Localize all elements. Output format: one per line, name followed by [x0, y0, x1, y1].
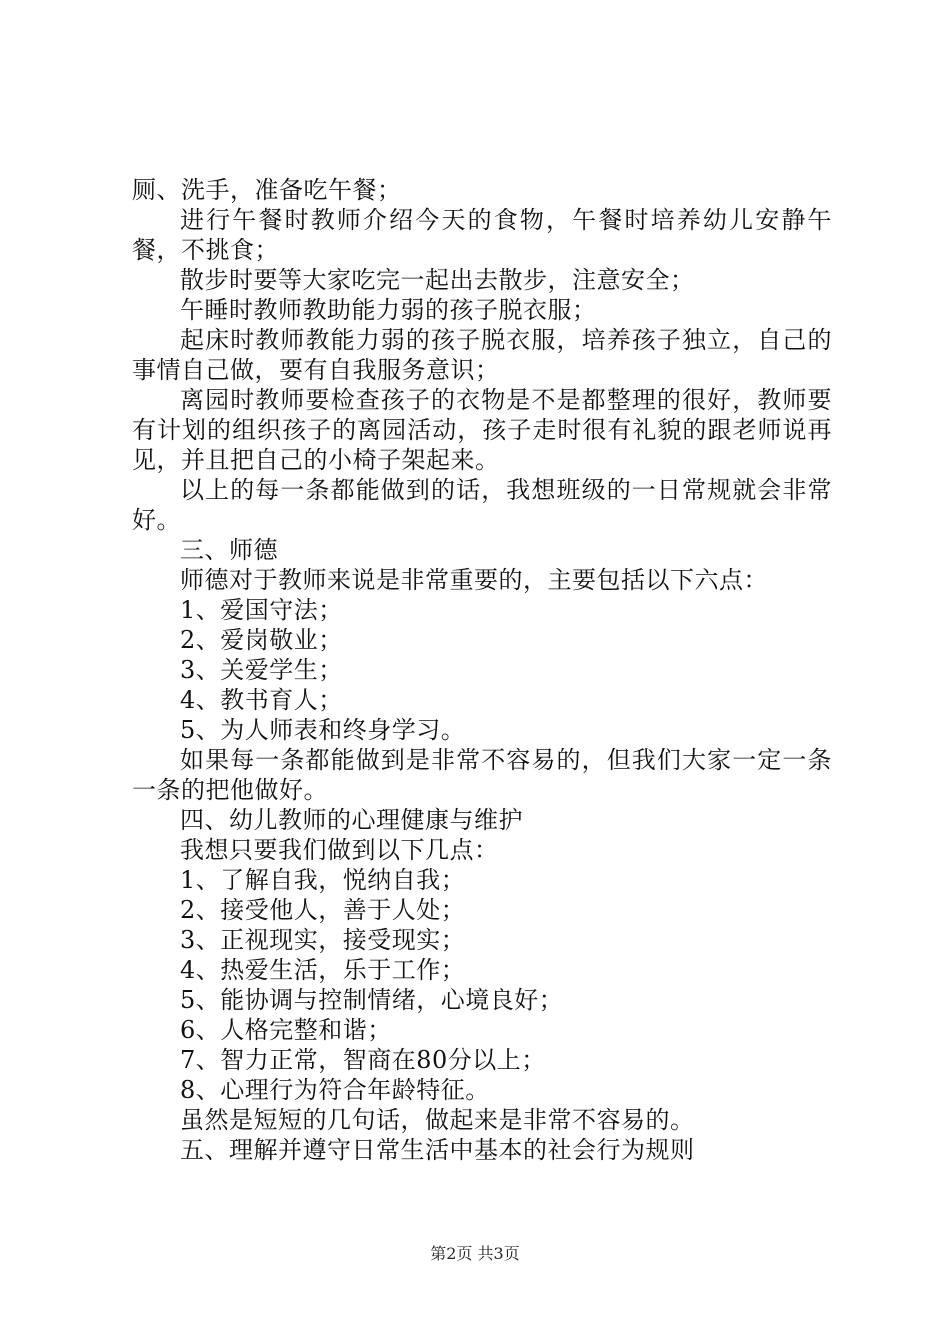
paragraph-continuation: 厕、洗手，准备吃午餐；: [132, 176, 402, 204]
paragraph: 以上的每一条都能做到的话，我想班级的一日常规就会非常好。: [132, 476, 832, 534]
list-item: 4、教书育人；: [180, 686, 343, 714]
paragraph: 离园时教师要检查孩子的衣物是不是都整理的很好，教师要有计划的组织孩子的离园活动，孩子走时很有礼貌的跟老师说再见，并且把自己的小椅子架起来。: [132, 386, 832, 474]
paragraph: 我想只要我们做到以下几点：: [180, 836, 499, 864]
list-item: 8、心理行为符合年龄特征。: [180, 1076, 490, 1104]
paragraph: 起床时教师教能力弱的孩子脱衣服，培养孩子独立，自己的事情自己做，要有自我服务意识；: [132, 326, 832, 384]
list-item: 1、了解自我，悦纳自我；: [180, 866, 466, 894]
list-item: 1、爱国守法；: [180, 596, 343, 624]
section-heading: 五、理解并遵守日常生活中基本的社会行为规则: [180, 1136, 695, 1164]
paragraph: 散步时要等大家吃完一起出去散步，注意安全；: [180, 266, 695, 294]
paragraph: 午睡时教师教助能力弱的孩子脱衣服；: [180, 296, 597, 324]
list-item: 5、能协调与控制情绪，心境良好；: [180, 986, 564, 1014]
section-heading: 四、幼儿教师的心理健康与维护: [180, 806, 523, 834]
paragraph: 师德对于教师来说是非常重要的，主要包括以下六点：: [180, 566, 768, 594]
list-item: 7、智力正常，智商在80分以上；: [180, 1046, 546, 1074]
list-item: 5、为人师表和终身学习。: [180, 716, 466, 744]
list-item: 6、人格完整和谐；: [180, 1016, 392, 1044]
list-item: 2、接受他人，善于人处；: [180, 896, 466, 924]
paragraph: 虽然是短短的几句话，做起来是非常不容易的。: [180, 1106, 695, 1134]
paragraph: 如果每一条都能做到是非常不容易的，但我们大家一定一条一条的把他做好。: [132, 746, 832, 804]
section-heading: 三、师德: [180, 536, 278, 564]
document-body: [132, 175, 832, 1165]
paragraph: 进行午餐时教师介绍今天的食物，午餐时培养幼儿安静午餐，不挑食；: [132, 206, 832, 264]
list-item: 3、关爱学生；: [180, 656, 343, 684]
list-item: 4、热爱生活，乐于工作；: [180, 956, 466, 984]
list-item: 2、爱岗敬业；: [180, 626, 343, 654]
list-item: 3、正视现实，接受现实；: [180, 926, 466, 954]
page-footer: 第2页 共3页: [430, 1244, 520, 1263]
